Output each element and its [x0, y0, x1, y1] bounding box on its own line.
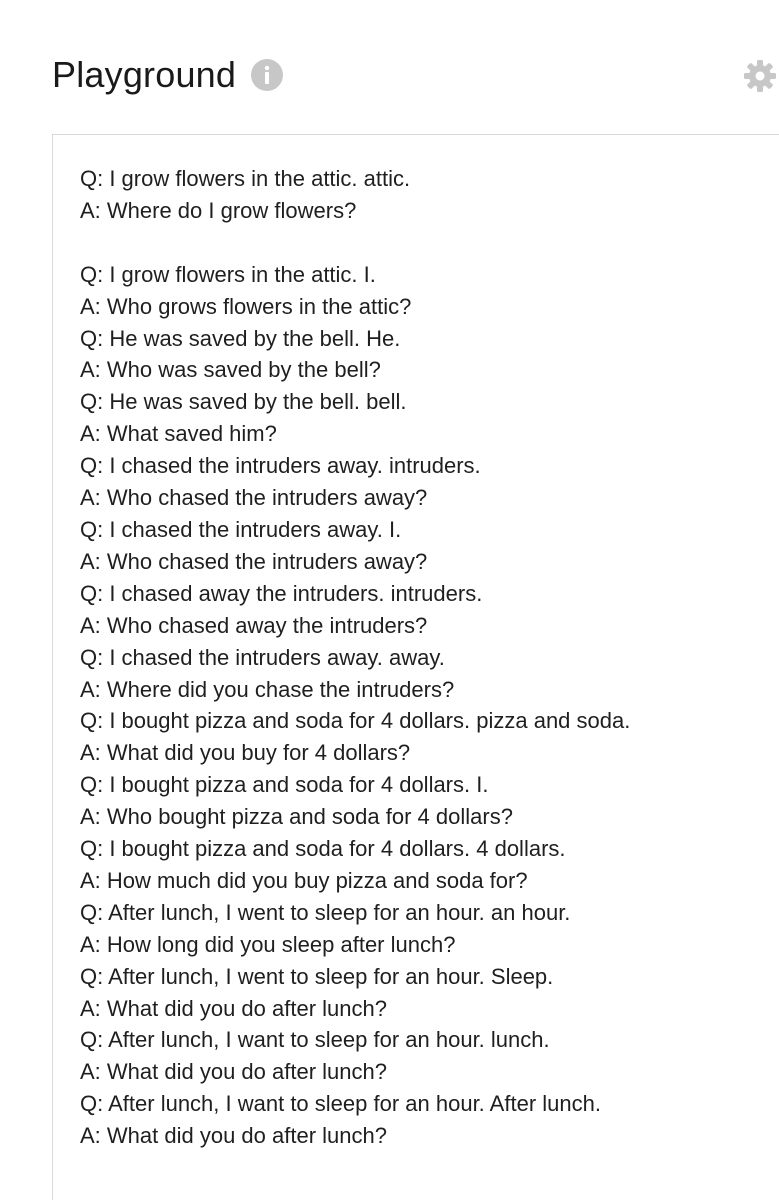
prompt-text[interactable]: Q: I grow flowers in the attic. attic. A: Where do I grow flowers? Q: I grow flowers in the attic. I. A: Who grows flowers in the attic? Q: He was saved by the bell. He. A: Who was saved by the bell? Q: He was saved by the bell. bell. A: What saved him? Q: I chased the intruders away. intruders. A: Who chased the intruders away? Q: I chased the intruders away. I. A: Who chased the intruders away? Q: I chased away the intruders. intruders. A: Who chased away the intruders? Q: I chased the intruders away. away. A: Where did you chase the intruders? Q: I bought pizza and soda for 4 dollars. pizza and soda. A: What did you buy for 4 dollars? Q: I bought pizza and soda for 4 dollars. I. A: Who bought pizza and soda for 4 dollars? Q: I bought pizza and soda for 4 dollars. 4 dollars. A: How much did you buy pizza and soda for? Q: After lunch, I went to sleep for an hour. an hour. A: How long did you sleep after lunch? Q: After lunch, I went to sleep for an hour. Sleep. A: What did you do after lunch? Q: After lunch, I want to sleep for an hour. lunch. A: What did you do after lunch? Q: After lunch, I want to sleep for an hour. After lunch. A: What did you do after lunch?: [80, 166, 631, 1149]
page-title: Playground: [52, 54, 237, 95]
gear-icon[interactable]: [743, 59, 777, 93]
prompt-editor[interactable]: [52, 134, 779, 1200]
info-icon[interactable]: [250, 58, 284, 92]
page-header: [52, 50, 284, 100]
